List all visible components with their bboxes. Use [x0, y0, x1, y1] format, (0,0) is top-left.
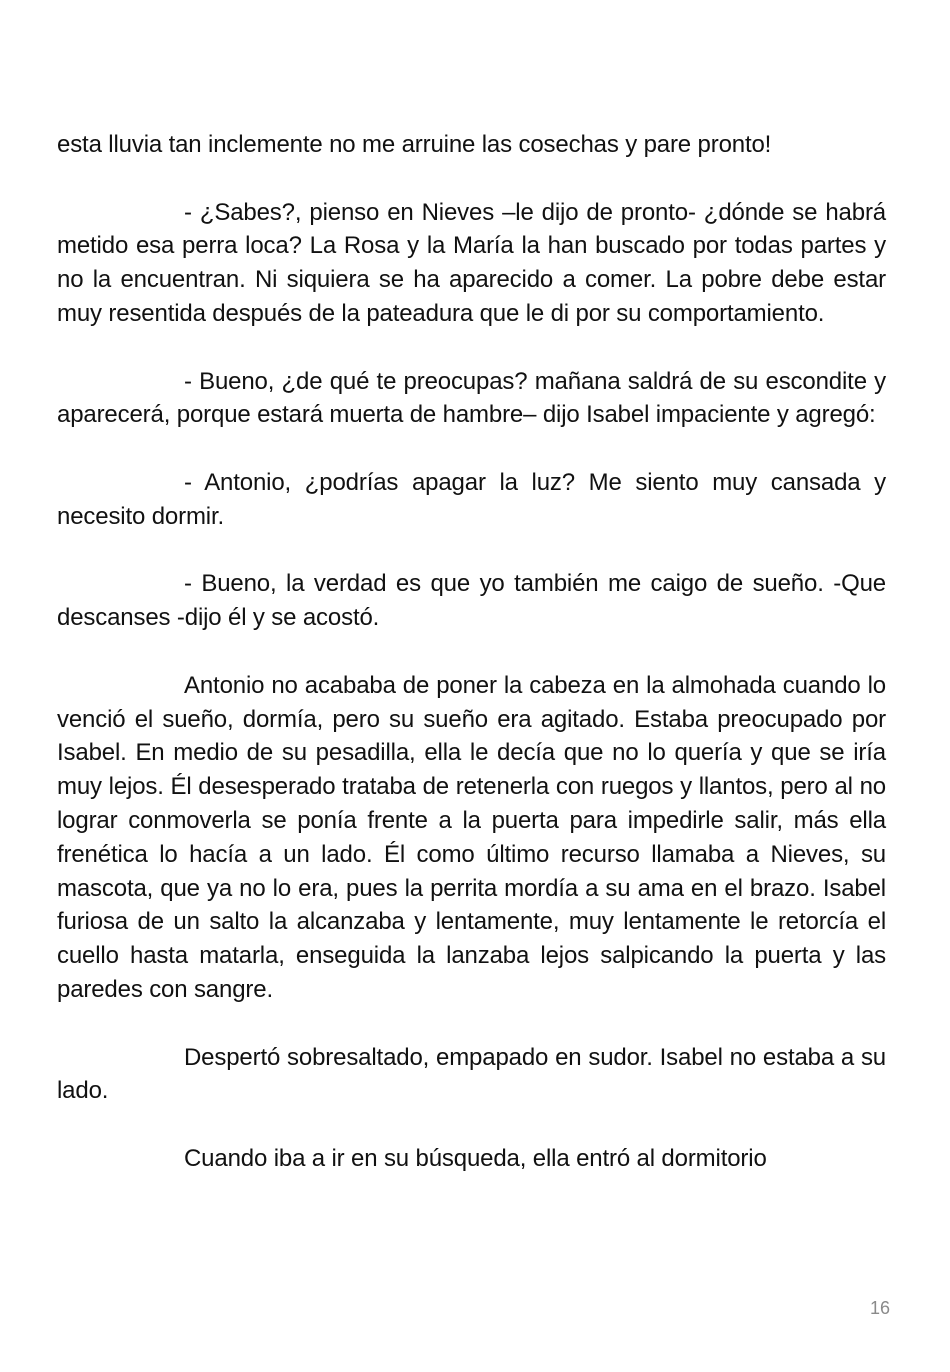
body-text — [57, 128, 886, 1210]
paragraph: Antonio no acababa de poner la cabeza en la almohada cuando lo venció el sueño, dormía, pero su sueño era agitado. Estaba preocupado por Isabel. En medio de su pesadilla, ella le decía que no lo quería y que se iría muy lejos. Él desesperado trataba de retenerla con ruegos y llantos, pero al no lograr conmoverla se ponía frente a la puerta para impedirle salir, más ella frenética lo hacía a un lado. Él como último recurso llamaba a Nieves, su mascota, que ya no lo era, pues la perrita mordía a su ama en el brazo. Isabel furiosa de un salto la alcanzaba y lentamente, muy lentamente le retorcía el cuello hasta matarla, enseguida la lanzaba lejos salpicando la puerta y las paredes con sangre. — [57, 671, 886, 1003]
paragraph: Despertó sobresaltado, empapado en sudor. Isabel no estaba a su lado. — [57, 1043, 886, 1105]
page-number: 16 — [869, 1298, 890, 1318]
paragraph: - Bueno, la verdad es que yo también me caigo de sueño. -Que descanses -dijo él y se acostó. — [57, 570, 886, 632]
paragraph: - Antonio, ¿podrías apagar la luz? Me siento muy cansada y necesito dormir. — [57, 468, 886, 530]
paragraph: Cuando iba a ir en su búsqueda, ella entró al dormitorio — [184, 1144, 767, 1172]
paragraph: - ¿Sabes?, pienso en Nieves –le dijo de pronto- ¿dónde se habrá metido esa perra loca? La Rosa y la María la han buscado por todas partes y no la encuentran. Ni siquiera se ha aparecido a comer. La pobre debe estar muy resentida después de la pateadura que le di por su comportamiento. — [57, 198, 886, 327]
paragraph: esta lluvia tan inclemente no me arruine las cosechas y pare pronto! — [57, 131, 772, 158]
paragraph: - Bueno, ¿de qué te preocupas? mañana saldrá de su escondite y aparecerá, porque estará muerta de hambre– dijo Isabel impaciente y agregó: — [57, 367, 886, 429]
